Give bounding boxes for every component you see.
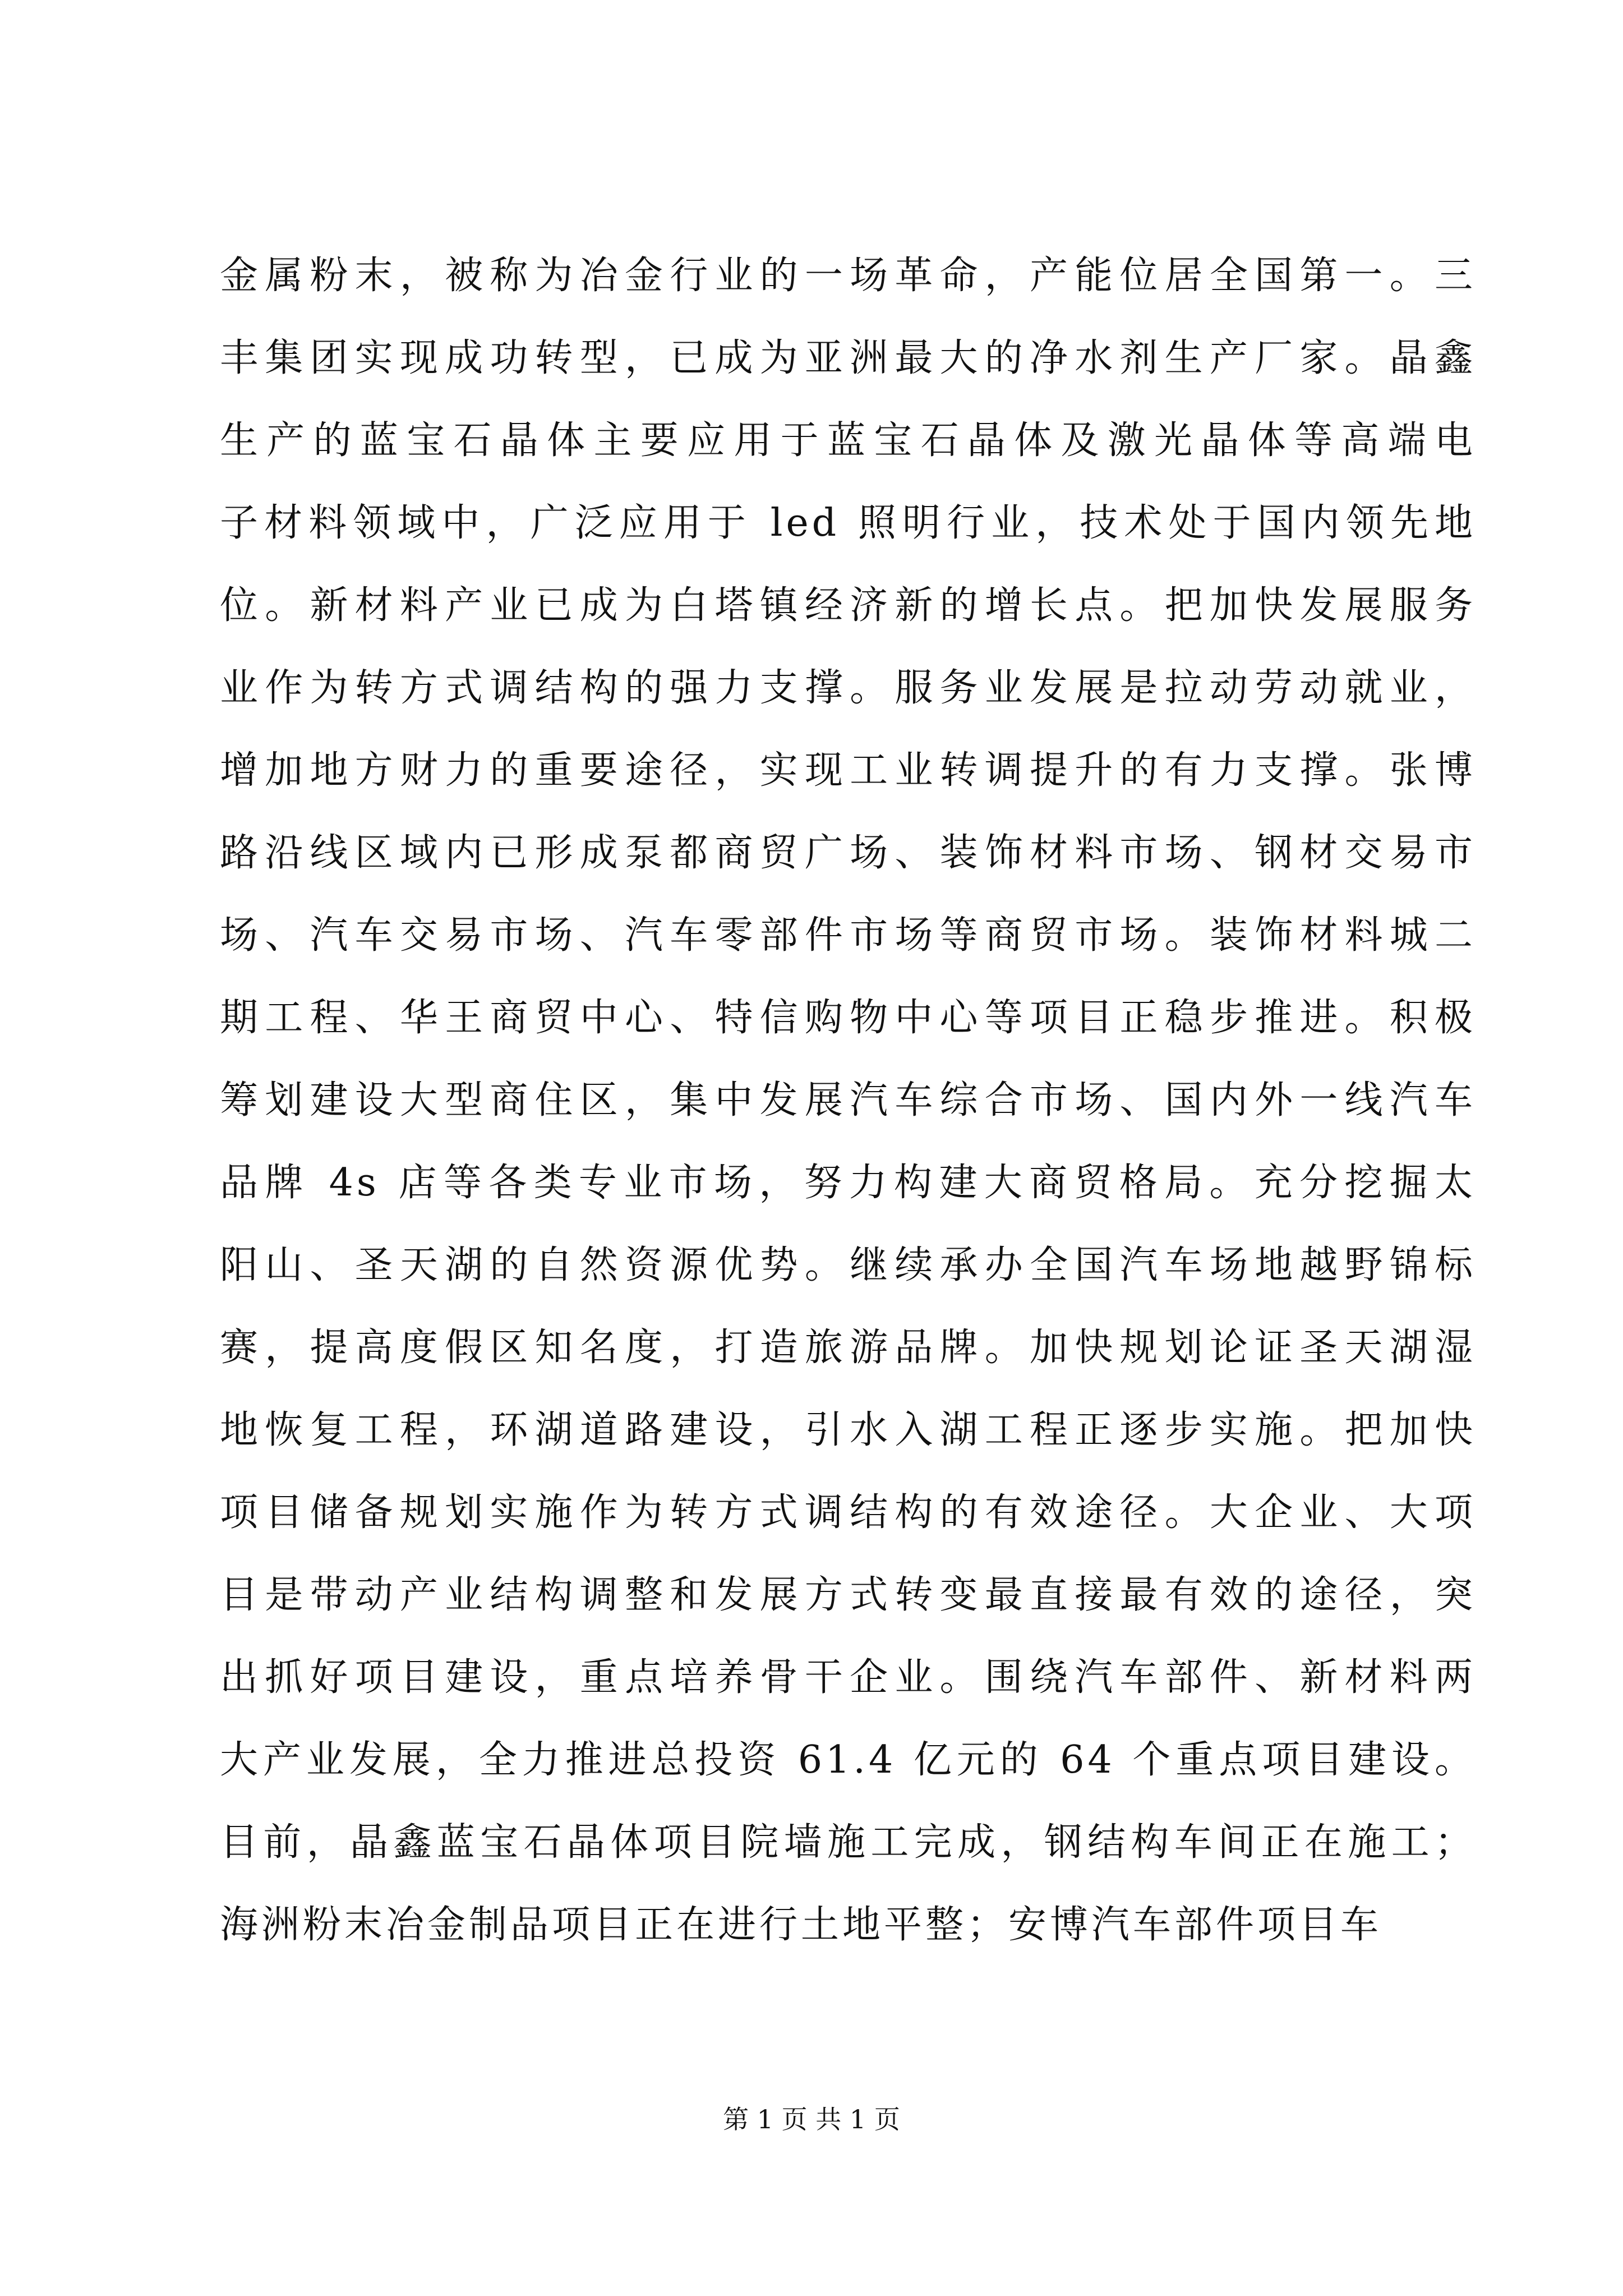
text-line: 地恢复工程，环湖道路建设，引水入湖工程正逐步实施。把加快 [220,1408,1476,1452]
text-line: 大产业发展，全力推进总投资 61.4 亿元的 64 个重点项目建设。 [220,1738,1476,1782]
text-line: 生产的蓝宝石晶体主要应用于蓝宝石晶体及激光晶体等高端电 [220,418,1476,463]
text-line: 期工程、华王商贸中心、特信购物中心等项目正稳步推进。积极 [220,996,1476,1040]
text-line: 增加地方财力的重要途径，实现工业转调提升的有力支撑。张博 [220,748,1476,793]
text-line: 路沿线区域内已形成泵都商贸广场、装饰材料市场、钢材交易市 [220,831,1476,875]
text-line: 筹划建设大型商住区，集中发展汽车综合市场、国内外一线汽车 [220,1078,1476,1122]
text-line: 业作为转方式调结构的强力支撑。服务业发展是拉动劳动就业， [220,666,1476,710]
text-line: 出抓好项目建设，重点培养骨干企业。围绕汽车部件、新材料两 [220,1655,1476,1700]
text-line: 目前，晶鑫蓝宝石晶体项目院墙施工完成，钢结构车间正在施工； [220,1820,1476,1865]
text-line: 丰集团实现成功转型，已成为亚洲最大的净水剂生产厂家。晶鑫 [220,336,1476,380]
text-line: 目是带动产业结构调整和发展方式转变最直接最有效的途径，突 [220,1573,1476,1617]
text-line: 金属粉末，被称为冶金行业的一场革命，产能位居全国第一。三 [220,254,1476,298]
text-line: 位。新材料产业已成为白塔镇经济新的增长点。把加快发展服务 [220,583,1476,628]
page-footer: 第 1 页 共 1 页 [723,2104,900,2134]
text-line: 场、汽车交易市场、汽车零部件市场等商贸市场。装饰材料城二 [220,913,1476,958]
text-line: 阳山、圣天湖的自然资源优势。继续承办全国汽车场地越野锦标 [220,1243,1476,1287]
text-line: 赛，提高度假区知名度，打造旅游品牌。加快规划论证圣天湖湿 [220,1326,1476,1370]
text-line: 子材料领域中，广泛应用于 led 照明行业，技术处于国内领先地 [220,501,1476,545]
text-line: 项目储备规划实施作为转方式调结构的有效途径。大企业、大项 [220,1490,1476,1535]
body-text [220,234,1476,1966]
text-line: 品牌 4s 店等各类专业市场，努力构建大商贸格局。充分挖掘太 [220,1161,1476,1205]
text-line: 海洲粉末冶金制品项目正在进行土地平整；安博汽车部件项目车 [220,1903,1382,1947]
